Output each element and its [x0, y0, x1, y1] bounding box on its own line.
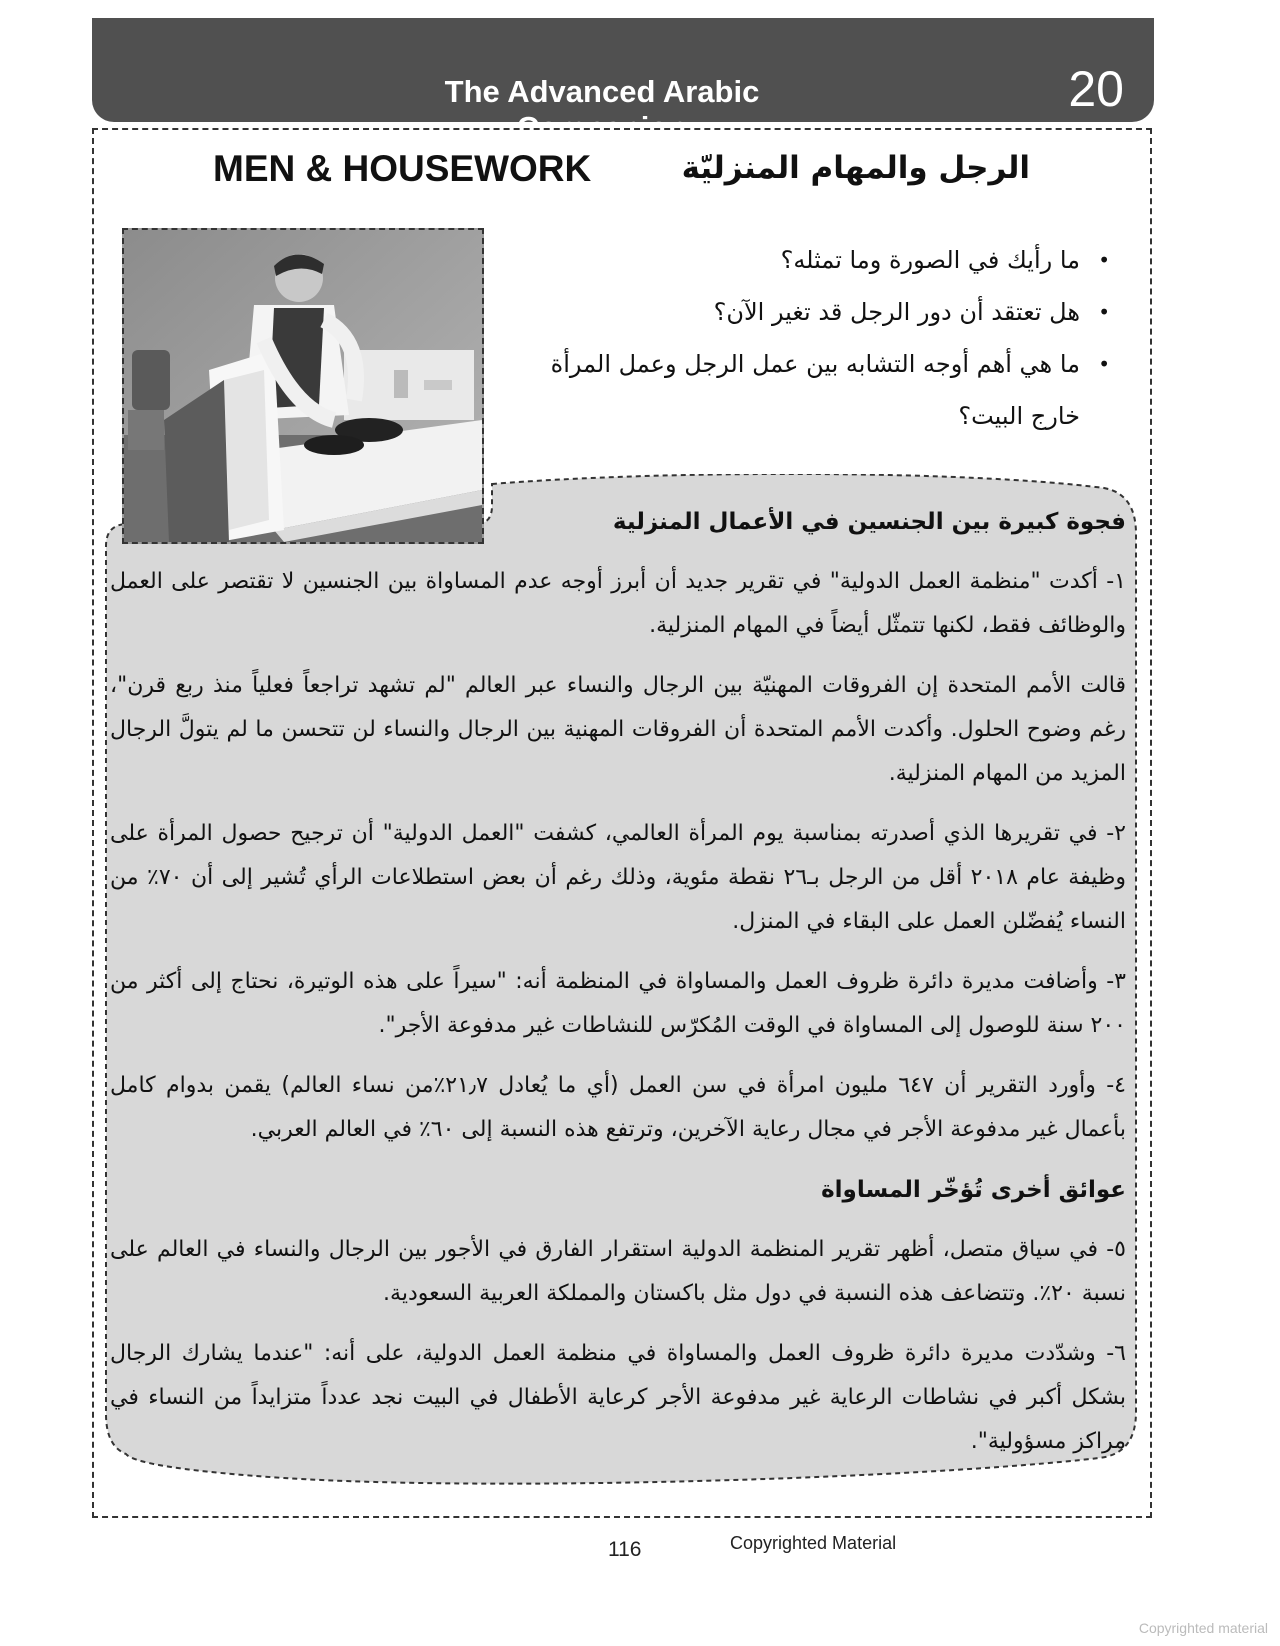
- man-washing-dishes-photo: [122, 228, 484, 544]
- article-paragraph: ٤- وأورد التقرير أن ٦٤٧ مليون امرأة في سن العمل (أي ما يُعادل ٢١٫٧٪من نساء العالم) يقمن بدوام كامل بأعمال غير مدفوعة الأجر في مجال رعاية الآخرين، وترتفع هذه النسبة إلى ٦٠٪ في العالم العربي.: [110, 1073, 1126, 1142]
- article-paragraph: ٣- وأضافت مديرة دائرة ظروف العمل والمساواة في المنظمة أنه: "سيراً على هذه الوتيرة، نحتاج إلى أكثر من ٢٠٠ سنة للوصول إلى المساواة في الوقت المُكرّس للنشاطات غير مدفوعة الأجر".: [110, 969, 1126, 1038]
- question-item: • ما هي أهم أوجه التشابه بين عمل الرجل وعمل المرأة خارج البيت؟: [520, 338, 1114, 442]
- article-paragraph: ٦- وشدّدت مديرة دائرة ظروف العمل والمساواة في منظمة العمل الدولية، على أنه: "عندما يشارك الرجال بشكل أكبر في نشاطات الرعاية غير مدفوعة الأجر كرعاية الأطفال في البيت نجد عدداً متزايداً من النساء في مراكز مسؤولية".: [110, 1341, 1126, 1454]
- article-text: [110, 500, 1126, 1480]
- article-heading: فجوة كبيرة بين الجنسين في الأعمال المنزلية: [612, 509, 1126, 535]
- section-title-en: MEN & HOUSEWORK: [213, 148, 592, 189]
- section-title-ar: الرجل والمهام المنزليّة: [681, 150, 1030, 186]
- header-bar: [92, 18, 1154, 145]
- copyright-watermark: Copyrighted material: [1138, 1620, 1268, 1636]
- copyright-notice: Copyrighted Material: [730, 1533, 897, 1553]
- question-item: • هل تعتقد أن دور الرجل قد تغير الآن؟: [520, 286, 1114, 338]
- book-title: The Advanced Arabic Companion: [444, 74, 760, 145]
- article-paragraph: ٢- في تقريرها الذي أصدرته بمناسبة يوم المرأة العالمي، كشفت "العمل الدولية" أن ترجيح حصول المرأة على وظيفة عام ٢٠١٨ أقل من الرجل بـ٢٦ نقطة مئوية، وذلك رغم أن بعض استطلاعات الرأي تُشير إلى أن ٧٠٪ من النساء يُفضّلن العمل على البقاء في المنزل.: [110, 821, 1127, 934]
- article-paragraph: ١- أكدت "منظمة العمل الدولية" في تقرير جديد أن أبرز أوجه عدم المساواة بين الجنسين لا تقتصر على العمل والوظائف فقط، لكنها تتمثّل أيضاً في المهام المنزلية.: [110, 569, 1126, 638]
- article-paragraph: ٥- في سياق متصل، أظهر تقرير المنظمة الدولية استقرار الفارق في الأجور بين الرجال والنساء في العالم على نسبة ٢٠٪. وتتضاعف هذه النسبة في دول مثل باكستان والمملكة العربية السعودية.: [110, 1237, 1126, 1306]
- page-number: 116: [608, 1538, 642, 1561]
- discussion-questions: [520, 234, 1114, 442]
- article-subheading: عوائق أخرى تُؤخّر المساواة: [821, 1177, 1126, 1203]
- photo-illustration: [124, 230, 482, 542]
- question-item: • ما رأيك في الصورة وما تمثله؟: [520, 234, 1114, 286]
- chapter-number: 20: [1068, 61, 1124, 117]
- article-paragraph: قالت الأمم المتحدة إن الفروقات المهنيّة بين الرجال والنساء عبر العالم "لم تشهد تراجعاً فعلياً منذ ربع قرن"، رغم وضوح الحلول. وأكدت الأمم المتحدة أن الفروقات المهنية بين الرجال والنساء لن تتحسن ما لم يتولَّ الرجال المزيد من المهام المنزلية.: [110, 673, 1126, 786]
